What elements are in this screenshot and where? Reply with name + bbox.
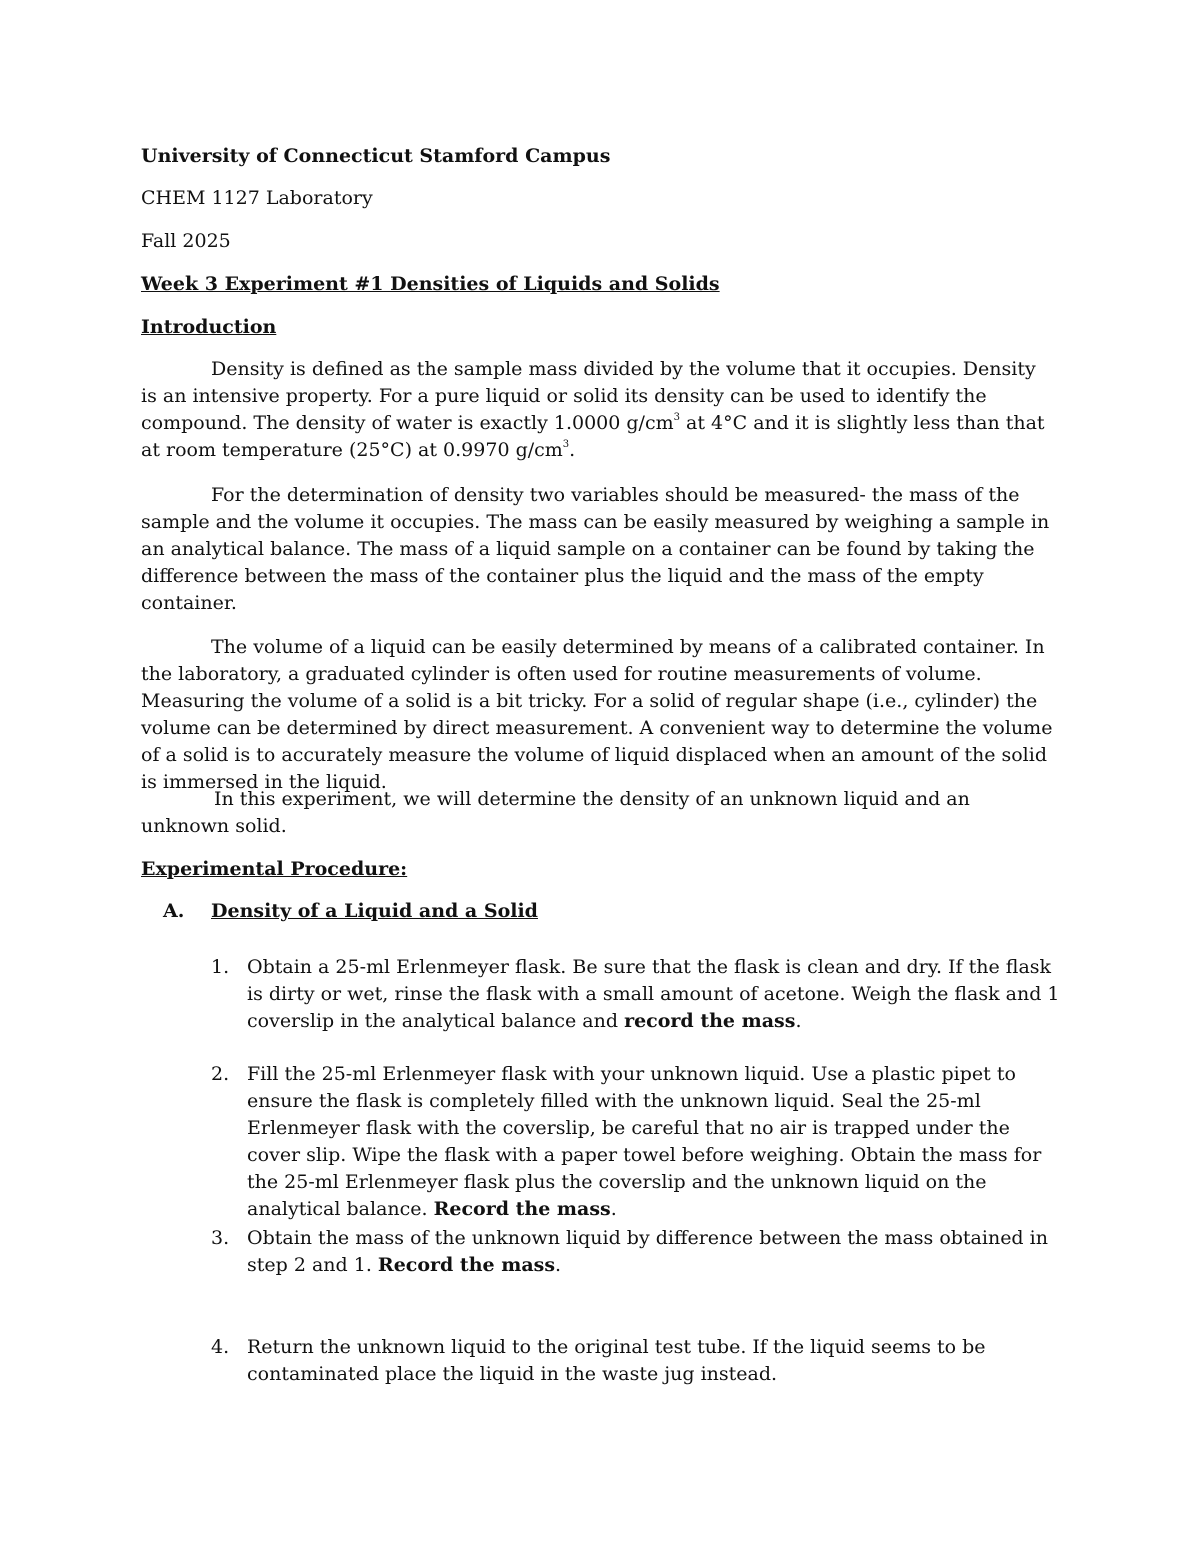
step-bold-text: Record the mass	[377, 1254, 556, 1276]
course-line: CHEM 1127 Laboratory	[141, 187, 373, 209]
step-text: Obtain the mass of the unknown liquid by difference between the mass obtained in step 2 and 1.	[247, 1227, 1048, 1276]
section-a-heading	[163, 898, 538, 925]
section-a-label: A.	[163, 900, 185, 922]
intro-p1-superscript-1: 3	[673, 411, 680, 423]
term-line: Fall 2025	[141, 230, 231, 252]
intro-p1-text-b: at 4°C and it is slightly less than that at room temperature (25°C) at 0.9970 g/cm	[141, 412, 1045, 461]
step-text: Fill the 25-ml Erlenmeyer flask with your unknown liquid. Use a plastic pipet to ensure the flask is completely filled with the unknown liquid. Seal the 25-ml Erlenmeyer flask with the coverslip, be careful that no air is trapped under the cover slip. Wipe the flask with a paper towel before weighing. Obtain the mass for the 25-ml Erlenmeyer flask plus the coverslip and the unknown liquid on the analytical balance.	[247, 1063, 1042, 1220]
procedure-step-1	[211, 954, 1061, 1035]
step-end: .	[610, 1198, 617, 1220]
step-number: 2.	[211, 1063, 230, 1085]
intro-p3-text: The volume of a liquid can be easily determined by means of a calibrated container. In the laboratory, a graduated cylinder is often used for routine measurements of volume. Measuring the volume of a solid is a bit tricky. For a solid of regular shape (i.e., cylinder) the volume can be determined by direct measurement. A convenient way to determine the volume of a solid is to accurately measure the volume of liquid displaced when an amount of the solid is immersed in the liquid.	[141, 636, 1053, 793]
step-bold-text: record the mass	[624, 1010, 796, 1032]
intro-paragraph-2	[141, 482, 1055, 617]
step-number: 1.	[211, 956, 230, 978]
intro-paragraph-4	[141, 786, 1055, 840]
intro-p1-text-c: .	[569, 439, 576, 461]
procedure-step-2	[211, 1061, 1061, 1223]
university-heading: University of Connecticut Stamford Campus	[141, 145, 611, 167]
step-text: Return the unknown liquid to the original test tube. If the liquid seems to be contaminated place the liquid in the waste jug instead.	[247, 1336, 986, 1385]
intro-p1-text-a: Density is defined as the sample mass divided by the volume that it occupies. Density is an intensive property. For a pure liquid or solid its density can be used to identify the compound. The density of water is exactly 1.0000 g/cm	[141, 358, 1036, 434]
intro-p4-text: In this experiment, we will determine the density of an unknown liquid and an unknown solid.	[141, 788, 970, 837]
section-a-title: Density of a Liquid and a Solid	[211, 900, 538, 922]
intro-p1-superscript-2: 3	[562, 438, 570, 450]
step-text: Obtain a 25-ml Erlenmeyer flask. Be sure that the flask is clean and dry. If the flask is dirty or wet, rinse the flask with a small amount of acetone. Weigh the flask and 1 coverslip in the analytical balance and	[247, 956, 1060, 1032]
procedure-step-3	[211, 1225, 1061, 1279]
experiment-title: Week 3 Experiment #1 Densities of Liquids and Solids	[141, 273, 720, 295]
intro-p2-text: For the determination of density two variables should be measured- the mass of the sample and the volume it occupies. The mass can be easily measured by weighing a sample in an analytical balance. The mass of a liquid sample on a container can be found by taking the difference between the mass of the container plus the liquid and the mass of the empty container.	[141, 484, 1050, 614]
procedure-heading: Experimental Procedure:	[141, 858, 408, 880]
intro-paragraph-3	[141, 634, 1055, 796]
procedure-step-4	[211, 1334, 1061, 1388]
step-end: .	[555, 1254, 562, 1276]
introduction-heading: Introduction	[141, 316, 277, 338]
step-bold-text: Record the mass	[433, 1198, 611, 1220]
step-number: 4.	[211, 1336, 230, 1358]
intro-paragraph-1	[141, 356, 1055, 464]
step-number: 3.	[211, 1227, 230, 1249]
step-end: .	[795, 1010, 802, 1032]
